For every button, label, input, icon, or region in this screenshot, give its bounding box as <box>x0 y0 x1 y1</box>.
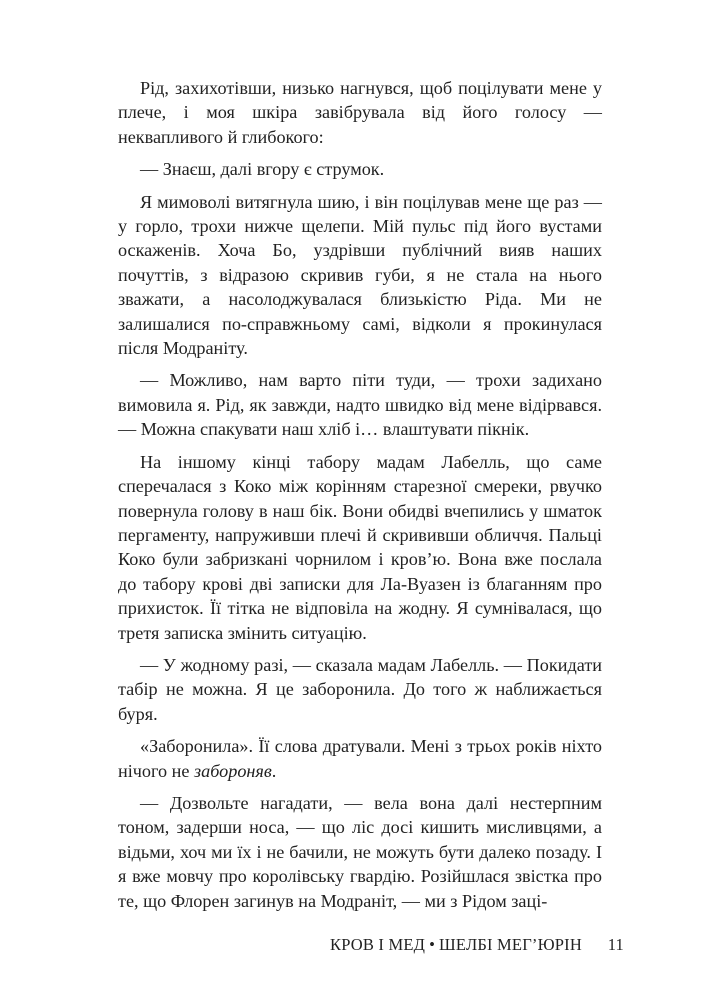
paragraph-7-text-start: «Заборонила». Її слова дратували. Мені з трьох років ніхто нічого не <box>118 736 602 781</box>
paragraph-8: — Дозвольте нагадати, — вела вона далі нестерпним тоном, задерши носа, — що ліс досі кишить мисливцями, а відьми, хоч ми їх і не бачили, не можуть бути далеко позаду. І я вже мовчу про королівську гвардію. Розійшлася звістка про те, що Флорен загинув на Модраніт, — ми з Рідом заці- <box>118 792 602 911</box>
book-title: КРОВ І МЕД <box>330 935 426 954</box>
paragraph-6: — У жодному разі, — сказала мадам Лабелль. — Покидати табір не можна. Я це заборонила. До того ж наближається буря. <box>118 654 602 724</box>
paragraph-7-text-end: . <box>271 760 277 781</box>
page-number: 11 <box>607 935 624 954</box>
running-footer <box>330 935 624 955</box>
author-name: ШЕЛБІ МЕГ’ЮРІН <box>439 935 582 954</box>
paragraph-3: Я мимоволі витягнула шию, і він поцілував мене ще раз — у горло, трохи нижче щелепи. Мій пульс під його вустами оскаженів. Хоча Бо, уздрівши публічний вияв наших почуттів, з відразою скривив губи, я не стала на нього зважати, а насолоджувалася близькістю Ріда. Ми не залишалися по-справжньому самі, відколи я прокинулася після Модраніту. <box>118 191 602 359</box>
paragraph-1: Рід, захихотівши, низько нагнувся, щоб поцілувати мене у плече, і моя шкіра завібрувала від його голосу — неквапливого й глибокого: <box>118 78 602 147</box>
paragraph-4: — Можливо, нам варто піти туди, — трохи задихано вимовила я. Рід, як завжди, надто швидко від мене відірвався. — Можна спакувати наш хліб і… влаштувати пікнік. <box>118 370 602 440</box>
paragraph-2: — Знаєш, далі вгору є струмок. <box>140 159 385 180</box>
emphasized-word: забороняв <box>194 760 272 781</box>
body-text <box>118 76 602 921</box>
paragraph-7 <box>118 734 602 783</box>
paragraph-5: На іншому кінці табору мадам Лабелль, що саме сперечалася з Коко між корінням старезної смереки, рвучко повернула голову в наш бік. Вони обидві вчепились у шматок пергаменту, напруживши плечі й скрививши обличчя. Пальці Коко були забризкані чорнилом і кров’ю. Вона вже послала до табору крові дві записки для Ла-Вуазен із благанням про прихисток. Її тітка не відповіла на жодну. Я сумнівалася, що третя записка змінить ситуацію. <box>118 451 602 643</box>
footer-separator: • <box>429 935 436 954</box>
